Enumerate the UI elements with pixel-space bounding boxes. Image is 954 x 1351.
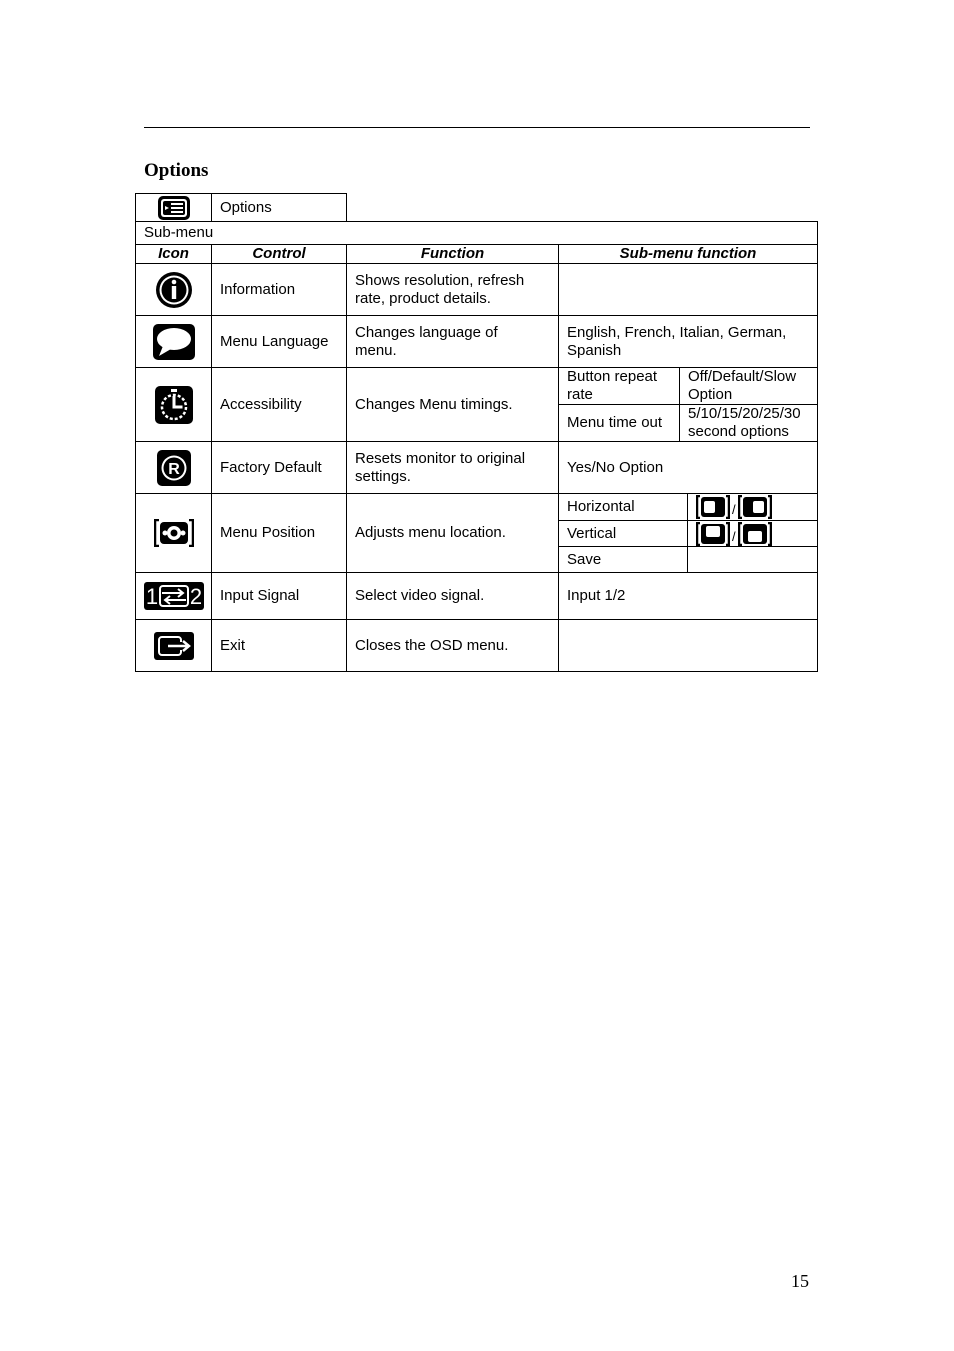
position-left-icon xyxy=(696,495,730,519)
header-rule xyxy=(144,127,810,128)
horizontal-position-icons xyxy=(687,493,818,521)
function-text: Adjusts menu location. xyxy=(355,524,506,541)
submenu-cell xyxy=(558,619,818,672)
function-text: Select video signal. xyxy=(355,587,485,604)
header-control-label: Control xyxy=(252,245,306,262)
submenu-sub-value xyxy=(679,367,818,405)
table-row xyxy=(135,441,212,494)
function-text: Changes Menu timings. xyxy=(355,395,513,413)
submenu-cell xyxy=(558,263,818,316)
function-cell xyxy=(346,619,559,672)
options-title-icon-cell xyxy=(135,193,212,222)
control-label: Accessibility xyxy=(220,395,302,413)
header-icon xyxy=(135,244,212,264)
control-label: Information xyxy=(220,280,296,298)
submenu-cell xyxy=(558,315,818,368)
table-row xyxy=(135,263,212,316)
input-switch-icon xyxy=(144,582,204,610)
page-number: 15 xyxy=(791,1271,809,1291)
header-control xyxy=(211,244,347,264)
function-cell xyxy=(346,263,559,316)
control-cell xyxy=(211,367,347,442)
exit-icon xyxy=(154,632,194,660)
function-text: Resets monitor to original settings. xyxy=(355,449,526,485)
svg-text:2: 2 xyxy=(189,584,202,609)
header-submenu-function-label: Sub-menu function xyxy=(619,245,757,262)
header-icon-label: Icon xyxy=(158,245,189,262)
section-title: Options xyxy=(144,160,209,181)
table-row xyxy=(135,315,212,368)
submenu-text: 5/10/15/20/25/30 second options xyxy=(688,405,801,440)
function-cell xyxy=(346,315,559,368)
submenu-text: Horizontal xyxy=(567,498,635,515)
submenu-text: Yes/No Option xyxy=(567,458,664,476)
control-cell xyxy=(211,263,347,316)
submenu-sub-label xyxy=(558,546,688,573)
control-cell xyxy=(211,619,347,672)
function-cell xyxy=(346,367,559,442)
speech-bubble-icon xyxy=(153,324,195,360)
submenu-cell xyxy=(558,572,818,620)
function-text: Closes the OSD menu. xyxy=(355,636,509,654)
submenu-text: Input 1/2 xyxy=(567,587,626,604)
submenu-sub-label xyxy=(558,493,688,521)
control-label: Factory Default xyxy=(220,458,322,476)
control-cell xyxy=(211,315,347,368)
submenu-label: Sub-menu xyxy=(144,224,214,241)
header-submenu-function xyxy=(558,244,818,264)
factory-reset-icon xyxy=(157,450,191,486)
submenu-sub-label xyxy=(558,367,680,405)
submenu-sub-value xyxy=(679,404,818,442)
submenu-sub-value xyxy=(687,546,818,573)
submenu-sub-label xyxy=(558,520,688,547)
control-label: Input Signal xyxy=(220,587,300,604)
options-title-label: Options xyxy=(220,198,272,216)
separator-slash: / xyxy=(732,502,736,517)
position-down-icon xyxy=(738,522,772,546)
control-cell xyxy=(211,572,347,620)
control-cell xyxy=(211,441,347,494)
position-right-icon xyxy=(738,495,772,519)
options-title-cell xyxy=(211,193,347,222)
function-cell xyxy=(346,572,559,620)
vertical-position-icons xyxy=(687,520,818,547)
header-function xyxy=(346,244,559,264)
table-row xyxy=(135,619,212,672)
position-up-icon xyxy=(696,522,730,546)
separator-slash: / xyxy=(732,528,736,544)
svg-text:1: 1 xyxy=(145,584,158,609)
control-label: Menu Language xyxy=(220,332,329,350)
submenu-text: Save xyxy=(567,550,602,568)
submenu-label-cell xyxy=(135,221,818,245)
svg-text:R: R xyxy=(167,460,180,478)
table-row xyxy=(135,572,212,620)
submenu-text: English, French, Italian, German, Spanish xyxy=(567,323,787,359)
table-row xyxy=(135,493,212,573)
submenu-text: Off/Default/Slow Option xyxy=(688,368,797,403)
control-cell xyxy=(211,493,347,573)
submenu-cell xyxy=(558,441,818,494)
control-label: Exit xyxy=(220,636,246,654)
function-text: Shows resolution, refresh rate, product details. xyxy=(355,271,525,307)
submenu-text: Vertical xyxy=(567,524,617,542)
header-function-label: Function xyxy=(420,245,485,262)
function-cell xyxy=(346,493,559,573)
menu-position-icon xyxy=(154,519,194,547)
submenu-text: Button repeat rate xyxy=(567,368,658,403)
function-cell xyxy=(346,441,559,494)
control-label: Menu Position xyxy=(220,524,316,541)
submenu-text: Menu time out xyxy=(567,414,663,431)
function-text: Changes language of menu. xyxy=(355,323,498,359)
submenu-sub-label xyxy=(558,404,680,442)
clock-icon xyxy=(155,386,193,424)
table-row xyxy=(135,367,212,442)
information-icon xyxy=(155,271,193,309)
options-menu-icon xyxy=(157,195,191,221)
